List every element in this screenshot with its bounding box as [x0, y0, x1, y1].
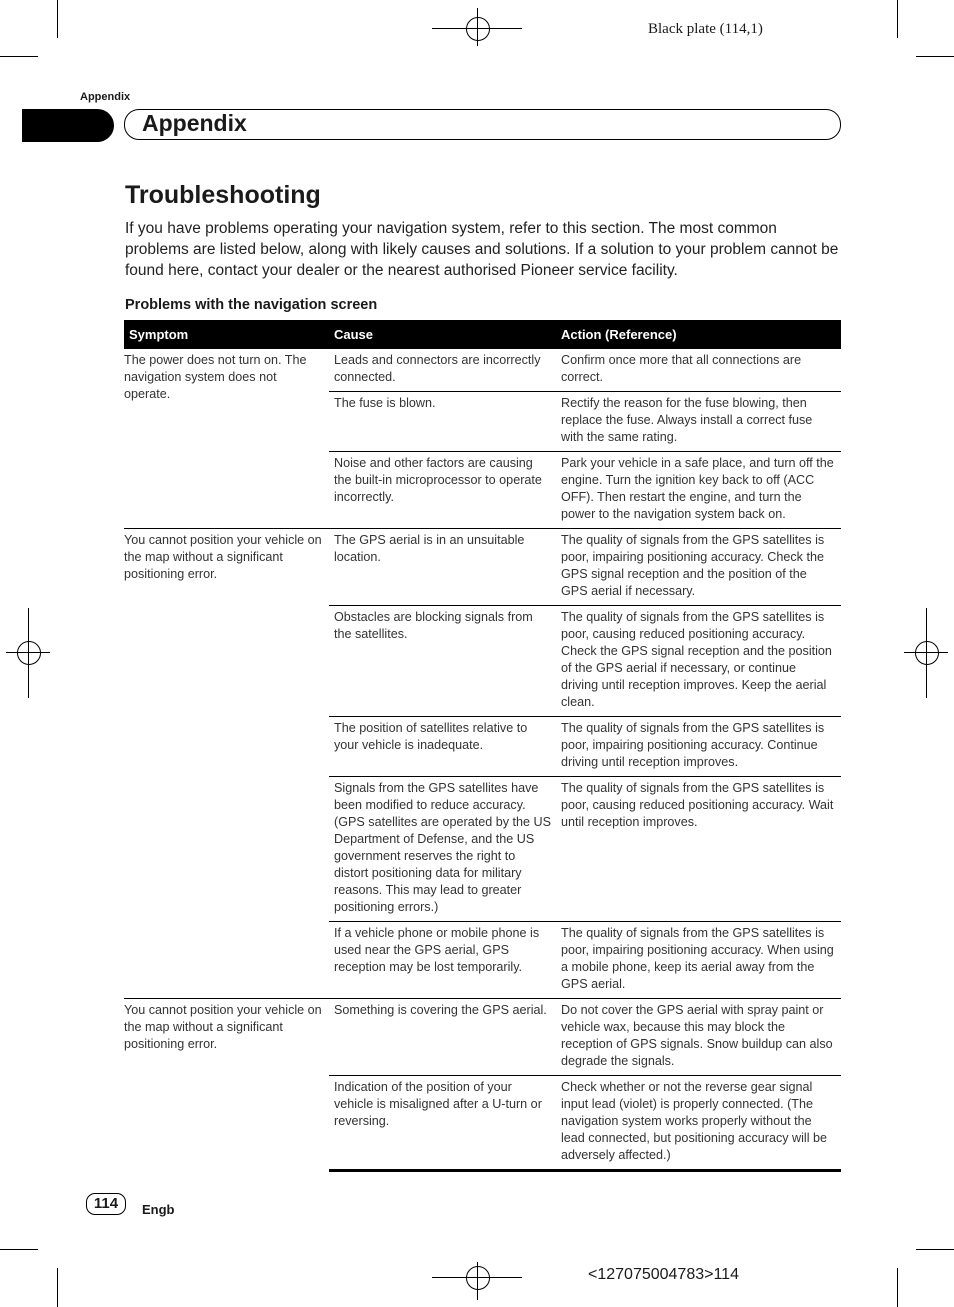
cause-cell: The GPS aerial is in an unsuitable location.: [329, 529, 556, 606]
action-cell: The quality of signals from the GPS satellites is poor, causing reduced positioning accuracy. Check the GPS signal reception and the position of the GPS aerial if necessary, or continue driving until reception improves. Keep the aerial clean.: [556, 606, 841, 717]
cause-cell: Signals from the GPS satellites have been modified to reduce accuracy. (GPS satellites are operated by the US Department of Defense, and the US government reserves the right to distort positioning data for military reasons. This may lead to greater positioning errors.): [329, 777, 556, 922]
running-header: Appendix: [80, 91, 131, 103]
symptom-cell: You cannot position your vehicle on the map without a significant positioning error.: [124, 999, 329, 1171]
crop-mark: [57, 1268, 58, 1307]
table-row: [124, 529, 841, 606]
registration-mark-icon: [466, 17, 490, 41]
troubleshooting-table: [124, 320, 841, 1172]
symptom-cell: You cannot position your vehicle on the map without a significant positioning error.: [124, 529, 329, 999]
action-cell: The quality of signals from the GPS satellites is poor, impairing positioning accuracy. When using a mobile phone, keep its aerial away from the GPS aerial.: [556, 922, 841, 999]
cause-cell: Noise and other factors are causing the built-in microprocessor to operate incorrectly.: [329, 452, 556, 529]
table-heading: Problems with the navigation screen: [125, 297, 378, 313]
language-code: Engb: [142, 1202, 175, 1217]
action-cell: Confirm once more that all connections are correct.: [561, 353, 802, 384]
crop-mark: [897, 0, 898, 38]
table-row: [124, 999, 841, 1076]
cause-cell: Leads and connectors are incorrectly connected.: [334, 353, 541, 384]
crop-mark: [0, 56, 38, 57]
page-number-badge: 114: [86, 1193, 126, 1215]
intro-paragraph: If you have problems operating your navigation system, refer to this section. The most common problems are listed below, along with likely causes and solutions. If a solution to your problem cannot be found here, contact your dealer or the nearest authorised Pioneer service facility.: [125, 220, 839, 279]
table-row: [124, 349, 841, 392]
action-cell: Check whether or not the reverse gear signal input lead (violet) is properly connected. (The navigation system works properly without the lead connected, but positioning accuracy will be adversely affected.): [556, 1076, 841, 1171]
column-header-symptom: Symptom: [124, 320, 329, 349]
crop-mark: [916, 1249, 954, 1250]
cause-cell: If a vehicle phone or mobile phone is used near the GPS aerial, GPS reception may be lost temporarily.: [329, 922, 556, 999]
column-header-action: Action (Reference): [556, 320, 841, 349]
crop-mark: [57, 0, 58, 38]
cause-cell: Something is covering the GPS aerial.: [329, 999, 556, 1076]
cause-cell: Obstacles are blocking signals from the satellites.: [329, 606, 556, 717]
symptom-cell: The power does not turn on. The navigation system does not operate.: [124, 353, 307, 401]
action-cell: Rectify the reason for the fuse blowing, then replace the fuse. Always install a correct fuse with the same rating.: [556, 392, 841, 452]
action-cell: The quality of signals from the GPS satellites is poor, causing reduced positioning accuracy. Wait until reception improves.: [556, 777, 841, 922]
cause-cell: The position of satellites relative to your vehicle is inadequate.: [329, 717, 556, 777]
cause-cell: Indication of the position of your vehicle is misaligned after a U-turn or reversing.: [329, 1076, 556, 1171]
action-cell: Do not cover the GPS aerial with spray paint or vehicle wax, because this may block the reception of GPS signals. Snow buildup can also degrade the signals.: [556, 999, 841, 1076]
cause-cell: The fuse is blown.: [329, 392, 556, 452]
registration-mark-icon: [915, 641, 939, 665]
action-cell: Park your vehicle in a safe place, and turn off the engine. Turn the ignition key back to off (ACC OFF). Then restart the engine, and turn the power to the navigation system back on.: [556, 452, 841, 529]
page-title: Troubleshooting: [125, 181, 321, 209]
plate-label: Black plate (114,1): [648, 21, 763, 37]
table-header-row: [124, 320, 841, 349]
registration-mark-icon: [466, 1266, 490, 1290]
column-header-cause: Cause: [329, 320, 556, 349]
section-tab-marker: [22, 109, 114, 142]
action-cell: The quality of signals from the GPS satellites is poor, impairing positioning accuracy. Continue driving until reception improves.: [556, 717, 841, 777]
document-code: <127075004783>114: [588, 1266, 739, 1283]
crop-mark: [0, 1249, 38, 1250]
crop-mark: [916, 56, 954, 57]
section-title: Appendix: [142, 110, 247, 136]
registration-mark-icon: [17, 641, 41, 665]
crop-mark: [897, 1268, 898, 1307]
action-cell: The quality of signals from the GPS satellites is poor, impairing positioning accuracy. Check the GPS signal reception and the position of the GPS aerial if necessary.: [556, 529, 841, 606]
